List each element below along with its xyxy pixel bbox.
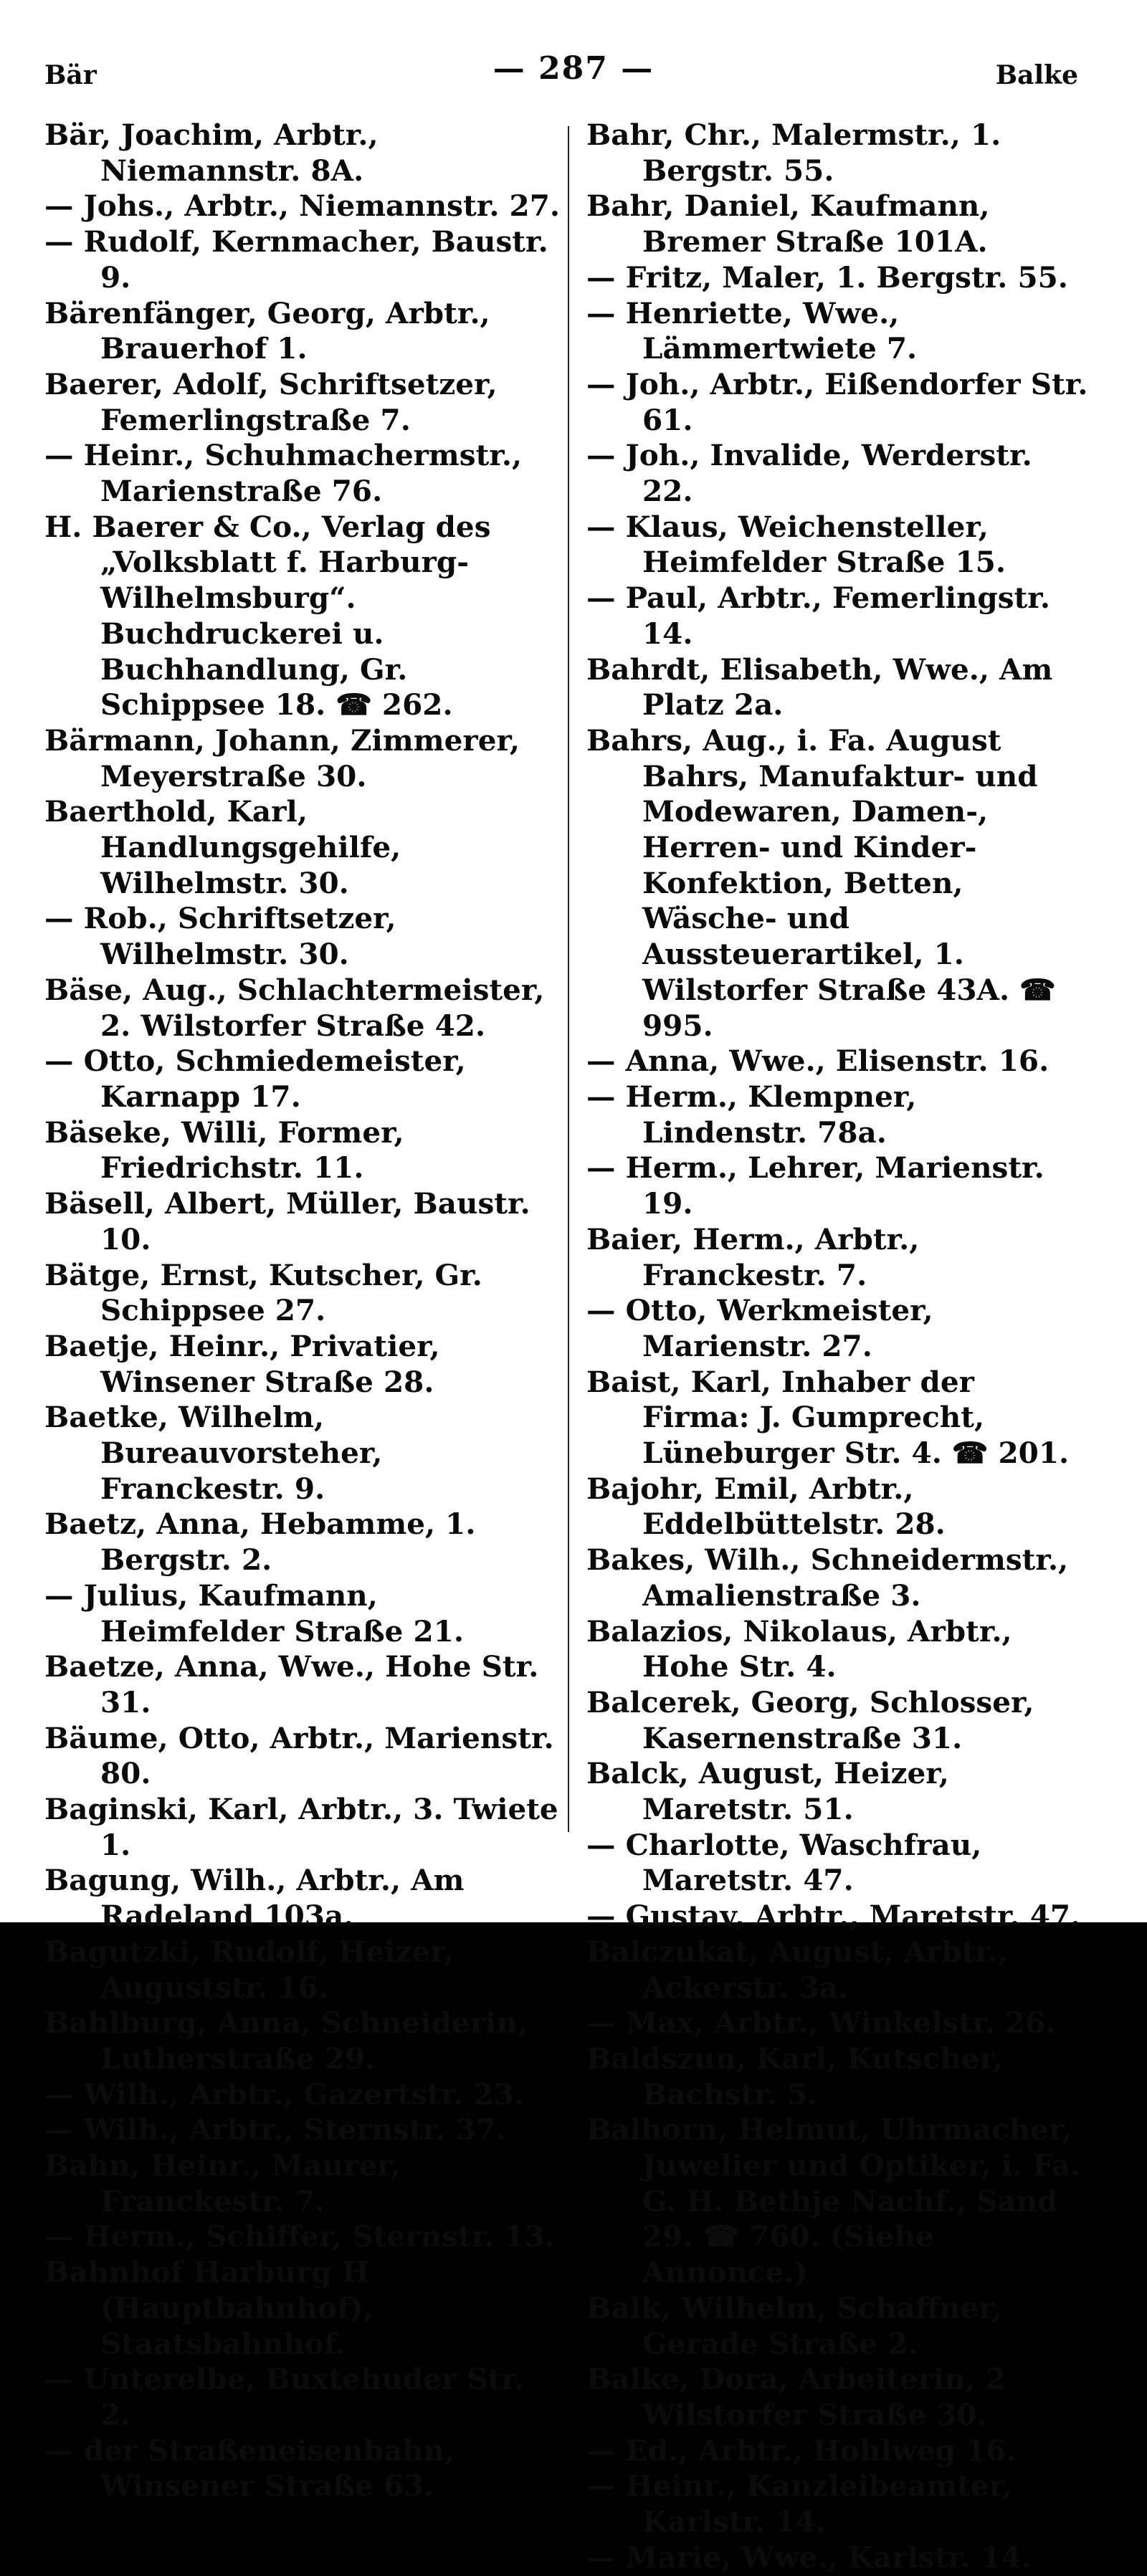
directory-entry: Balk, Wilhelm, Schaffner, Gerade Straße 2. <box>586 2290 1002 2361</box>
directory-entry: — Anna, Wwe., Elisenstr. 16. <box>586 1044 1050 1079</box>
page-number: — 287 — <box>492 50 655 87</box>
directory-entry: — Max, Arbtr., Winkelstr. 26. <box>586 2005 1056 2041</box>
directory-entry: Baetz, Anna, Hebamme, 1. Bergstr. 2. <box>44 1507 476 1578</box>
left-column <box>44 118 561 2504</box>
directory-entry: — Joh., Invalide, Werderstr. 22. <box>586 438 1032 509</box>
directory-entry: — Heinr., Kanzleibeamter, Karlstr. 14. <box>586 2468 1012 2539</box>
directory-entry: Bajohr, Emil, Arbtr., Eddelbüttelstr. 28. <box>586 1471 946 1542</box>
directory-entry: — Herm., Lehrer, Marienstr. 19. <box>586 1150 1044 1221</box>
directory-entry: — Joh., Arbtr., Eißendorfer Str. 61. <box>586 366 1088 437</box>
directory-entry: — Ed., Arbtr., Hohlweg 16. <box>586 2433 1017 2468</box>
header-first-name: Bär <box>44 60 97 90</box>
directory-entry: Baerer, Adolf, Schriftsetzer, Femerlingstraße 7. <box>44 366 498 437</box>
directory-entry: Baetze, Anna, Wwe., Hohe Str. 31. <box>44 1649 539 1719</box>
directory-entry: — Marie, Wwe., Karlstr. 14. <box>586 2539 1032 2575</box>
directory-entry: Baetke, Wilhelm, Bureauvorsteher, Franckestr. 9. <box>44 1400 383 1506</box>
directory-entry: Bätge, Ernst, Kutscher, Gr. Schippsee 27. <box>44 1257 482 1328</box>
directory-entry: Bahn, Heinr., Maurer, Franckestr. 7. <box>44 2148 401 2218</box>
directory-entry: — der Straßeneisenbahn, Winsener Straße 63. <box>44 2433 455 2504</box>
directory-entry: Balhorn, Helmut, Uhrmacher, Juwelier und Optiker, i. Fa. G. H. Bethje Nachf., Sand 29. ☎ 760. (Siehe Annonce.) <box>586 2112 1081 2290</box>
column-divider <box>568 126 569 1832</box>
directory-entry: Baier, Herm., Arbtr., Franckestr. 7. <box>586 1221 920 1292</box>
directory-entry: Bahnhof Harburg H (Hauptbahnhof), Staatsbahnhof. <box>44 2255 373 2361</box>
directory-entry: — Klaus, Weichensteller, Heimfelder Straße 15. <box>586 509 1006 580</box>
directory-entry: Bärmann, Johann, Zimmerer, Meyerstraße 30. <box>44 722 520 793</box>
directory-entry: H. Baerer & Co., Verlag des „Volksblatt f. Harburg-Wilhelmsburg“. Buchdruckerei u. Buchhandlung, Gr. Schippsee 18. ☎ 262. <box>44 509 491 722</box>
directory-entry: — Wilh., Arbtr., Gazertstr. 23. <box>44 2076 525 2112</box>
directory-entry: Bäsell, Albert, Müller, Baustr. 10. <box>44 1186 530 1256</box>
directory-entry: Bäume, Otto, Arbtr., Marienstr. 80. <box>44 1720 554 1791</box>
directory-entry: Baginski, Karl, Arbtr., 3. Twiete 1. <box>44 1792 558 1862</box>
directory-entry: — Unterelbe, Buxtehuder Str. 2. <box>44 2362 525 2432</box>
directory-entry: — Herm., Klempner, Lindenstr. 78a. <box>586 1079 917 1150</box>
directory-entry: Bäseke, Willi, Former, Friedrichstr. 11. <box>44 1115 404 1186</box>
directory-entry: — Herm., Schiffer, Sternstr. 13. <box>44 2219 555 2254</box>
directory-entry: — Heinr., Schuhmachermstr., Marienstraße 76. <box>44 438 523 509</box>
directory-entry: Bahr, Daniel, Kaufmann, Bremer Straße 101A. <box>586 189 990 259</box>
directory-entry: — Henriette, Wwe., Lämmertwiete 7. <box>586 295 918 366</box>
directory-entry: Baetje, Heinr., Privatier, Winsener Straße 28. <box>44 1328 440 1399</box>
directory-entry: Balke, Dora, Arbeiterin, 2 Wilstorfer Straße 30. <box>586 2362 1006 2432</box>
directory-entry: — Rudolf, Kernmacher, Baustr. 9. <box>44 224 548 295</box>
directory-entry: Baerthold, Karl, Handlungsgehilfe, Wilhelmstr. 30. <box>44 794 401 900</box>
header-last-name: Balke <box>995 60 1078 90</box>
directory-entry: — Paul, Arbtr., Femerlingstr. 14. <box>586 581 1050 651</box>
directory-entry: Balck, August, Heizer, Maretstr. 51. <box>586 1756 949 1827</box>
directory-entry: Bärenfänger, Georg, Arbtr., Brauerhof 1. <box>44 295 490 366</box>
right-column <box>586 118 1088 2576</box>
page-header <box>0 0 1147 108</box>
directory-entry: — Fritz, Maler, 1. Bergstr. 55. <box>586 259 1068 295</box>
directory-entry: Bär, Joachim, Arbtr., Niemannstr. 8A. <box>44 118 379 188</box>
directory-entry: — Julius, Kaufmann, Heimfelder Straße 21. <box>44 1578 465 1649</box>
directory-entry: Bahrs, Aug., i. Fa. August Bahrs, Manufaktur- und Modewaren, Damen-, Herren- und Kinder-Konfektion, Betten, Wäsche- und Aussteuerartikel, 1. Wilstorfer Straße 43A. ☎ 995. <box>586 722 1056 1043</box>
directory-entry: Bahr, Chr., Malermstr., 1. Bergstr. 55. <box>586 118 1001 188</box>
directory-entry: — Charlotte, Waschfrau, Maretstr. 47. <box>586 1827 982 1898</box>
directory-entry: Balcerek, Georg, Schlosser, Kasernenstraße 31. <box>586 1684 1034 1755</box>
directory-entry: Balazios, Nikolaus, Arbtr., Hohe Str. 4. <box>586 1613 1012 1684</box>
directory-entry: Bagung, Wilh., Arbtr., Am Radeland 103a. <box>44 1863 465 1934</box>
directory-entry: Bäse, Aug., Schlachtermeister, 2. Wilstorfer Straße 42. <box>44 972 545 1043</box>
directory-entry: Baist, Karl, Inhaber der Firma: J. Gumprecht, Lüneburger Str. 4. ☎ 201. <box>586 1364 1070 1471</box>
directory-entry: — Wilh., Arbtr., Sternstr. 37. <box>44 2112 506 2147</box>
directory-entry: — Otto, Schmiedemeister, Karnapp 17. <box>44 1044 466 1114</box>
directory-entry: Bahrdt, Elisabeth, Wwe., Am Platz 2a. <box>586 652 1053 722</box>
directory-entry: — Gustav, Arbtr., Maretstr. 47. <box>586 1899 1081 1934</box>
directory-entry: — Rob., Schriftsetzer, Wilhelmstr. 30. <box>44 901 396 972</box>
directory-entry: Bahlburg, Anna, Schneiderin, Lutherstraße 29. <box>44 2005 528 2076</box>
directory-entry: Bagutzki, Rudolf, Heizer, Auguststr. 16. <box>44 1934 454 2005</box>
directory-entry: — Otto, Werkmeister, Marienstr. 27. <box>586 1293 933 1363</box>
directory-entry: Balczukat, August, Arbtr., Ackerstr. 3a. <box>586 1934 1009 2005</box>
directory-entry: — Johs., Arbtr., Niemannstr. 27. <box>44 189 560 224</box>
directory-entry: Baldszun, Karl, Kutscher, Bachstr. 5. <box>586 2041 1004 2112</box>
directory-entry: Bakes, Wilh., Schneidermstr., Amalienstraße 3. <box>586 1542 1069 1613</box>
